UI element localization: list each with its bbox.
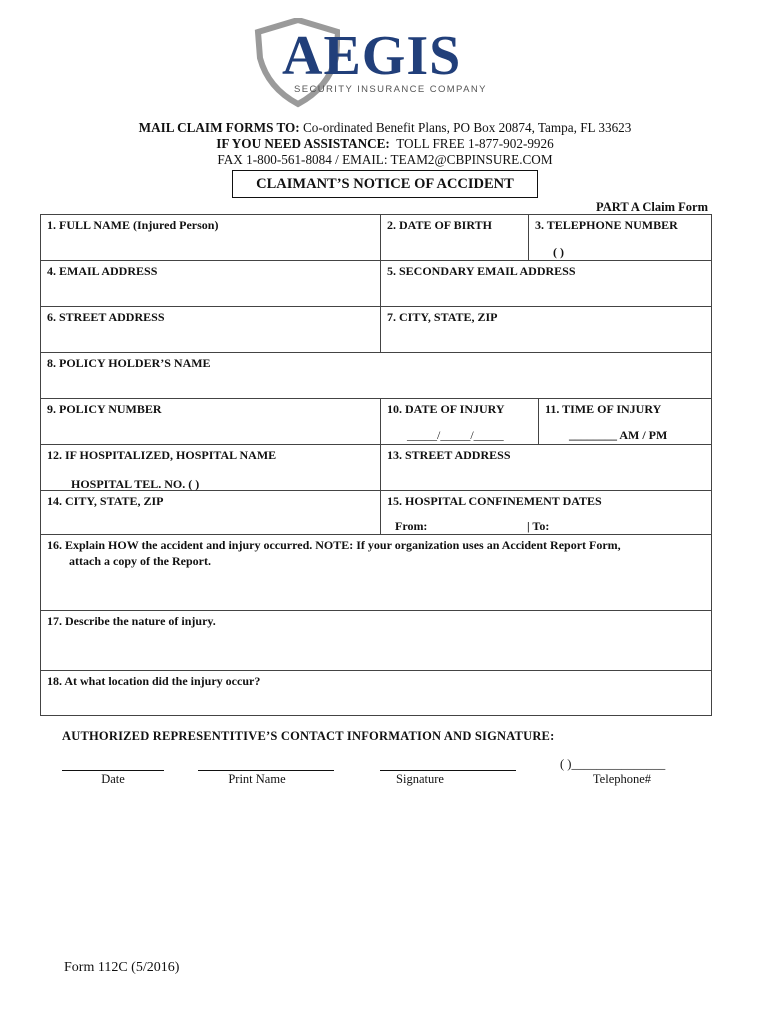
hospital-street-label: 13. STREET ADDRESS: [387, 448, 511, 462]
email-field[interactable]: [41, 261, 381, 307]
policy-number-label: 9. POLICY NUMBER: [47, 402, 162, 416]
policy-holder-label: 8. POLICY HOLDER’S NAME: [47, 356, 211, 370]
city-state-zip-field[interactable]: [381, 307, 711, 353]
full-name-field[interactable]: [41, 215, 381, 261]
telephone-caption: Telephone#: [592, 772, 652, 786]
signature-caption: Signature: [396, 772, 444, 786]
policy-holder-field[interactable]: [41, 353, 711, 399]
time-of-injury-label: 11. TIME OF INJURY: [545, 402, 662, 416]
part-label: PART A Claim Form: [596, 200, 708, 214]
date-caption: Date: [101, 772, 125, 786]
claim-form: [40, 214, 712, 716]
street-address-field[interactable]: [41, 307, 381, 353]
print-name-line[interactable]: [198, 770, 334, 771]
injury-nature-field[interactable]: [41, 611, 711, 671]
hospital-tel-label: HOSPITAL TEL. NO. ( ): [71, 477, 200, 491]
logo-wordmark: AEGIS: [282, 25, 462, 87]
fax-email-line: FAX 1-800-561-8084 / EMAIL: TEAM2@CBPINSURE.COM: [217, 152, 553, 167]
date-signature-line[interactable]: [62, 770, 164, 771]
date-of-birth-field[interactable]: [381, 215, 529, 261]
time-of-injury-field[interactable]: [539, 399, 711, 445]
form-number: Form 112C (5/2016): [64, 960, 180, 975]
email-label: 4. EMAIL ADDRESS: [47, 264, 158, 278]
accident-explanation-note: attach a copy of the Report.: [69, 554, 211, 568]
hospital-street-field[interactable]: [381, 445, 711, 491]
injury-location-label: 18. At what location did the injury occur?: [47, 674, 261, 688]
form-title: CLAIMANT’S NOTICE OF ACCIDENT: [232, 170, 538, 198]
confinement-dates-label: 15. HOSPITAL CONFINEMENT DATES: [387, 494, 602, 508]
telephone-label: 3. TELEPHONE NUMBER: [535, 218, 678, 232]
hospital-name-label: 12. IF HOSPITALIZED, HOSPITAL NAME: [47, 448, 277, 462]
city-state-zip-label: 7. CITY, STATE, ZIP: [387, 310, 498, 324]
authorized-rep-heading: AUTHORIZED REPRESENTITIVE’S CONTACT INFORMATION AND SIGNATURE:: [62, 729, 555, 743]
date-of-injury-field[interactable]: [381, 399, 539, 445]
signature-line[interactable]: [380, 770, 516, 771]
confinement-dates-field[interactable]: [381, 491, 711, 535]
hospital-city-field[interactable]: [41, 491, 381, 535]
hospital-city-label: 14. CITY, STATE, ZIP: [47, 494, 164, 508]
mail-label: MAIL CLAIM FORMS TO:: [138, 120, 300, 135]
date-of-injury-label: 10. DATE OF INJURY: [387, 402, 505, 416]
aegis-logo: [250, 18, 490, 104]
secondary-email-field[interactable]: [381, 261, 711, 307]
mail-to-line: [0, 120, 770, 136]
toll-free: TOLL FREE 1-877-902-9926: [396, 136, 554, 151]
confinement-to-label: | To:: [527, 519, 550, 533]
accident-explanation-label: 16. Explain HOW the accident and injury occurred. NOTE: If your organization uses an Accident Report Form,: [47, 538, 621, 552]
accident-explanation-field[interactable]: [41, 535, 711, 611]
assistance-line: [0, 136, 770, 152]
date-of-birth-label: 2. DATE OF BIRTH: [387, 218, 492, 232]
policy-number-field[interactable]: [41, 399, 381, 445]
street-address-label: 6. STREET ADDRESS: [47, 310, 165, 324]
confinement-from-label: From:: [395, 519, 428, 533]
telephone-area-code: ( ): [553, 245, 564, 259]
date-of-injury-blanks: _____/_____/_____: [407, 428, 504, 442]
telephone-field[interactable]: [529, 215, 711, 261]
assistance-label: IF YOU NEED ASSISTANCE:: [216, 136, 390, 151]
injury-location-field[interactable]: [41, 671, 711, 715]
print-name-caption: Print Name: [228, 772, 286, 786]
mail-address: Co-ordinated Benefit Plans, PO Box 20874, Tampa, FL 33623: [303, 120, 632, 135]
logo-tagline: SECURITY INSURANCE COMPANY: [294, 84, 487, 95]
injury-nature-label: 17. Describe the nature of injury.: [47, 614, 216, 628]
telephone-blank[interactable]: ( )_______________: [560, 757, 666, 771]
time-of-injury-am-pm: ________ AM / PM: [569, 428, 668, 442]
hospital-name-field[interactable]: [41, 445, 381, 491]
full-name-label: 1. FULL NAME (Injured Person): [47, 218, 219, 232]
secondary-email-label: 5. SECONDARY EMAIL ADDRESS: [387, 264, 576, 278]
